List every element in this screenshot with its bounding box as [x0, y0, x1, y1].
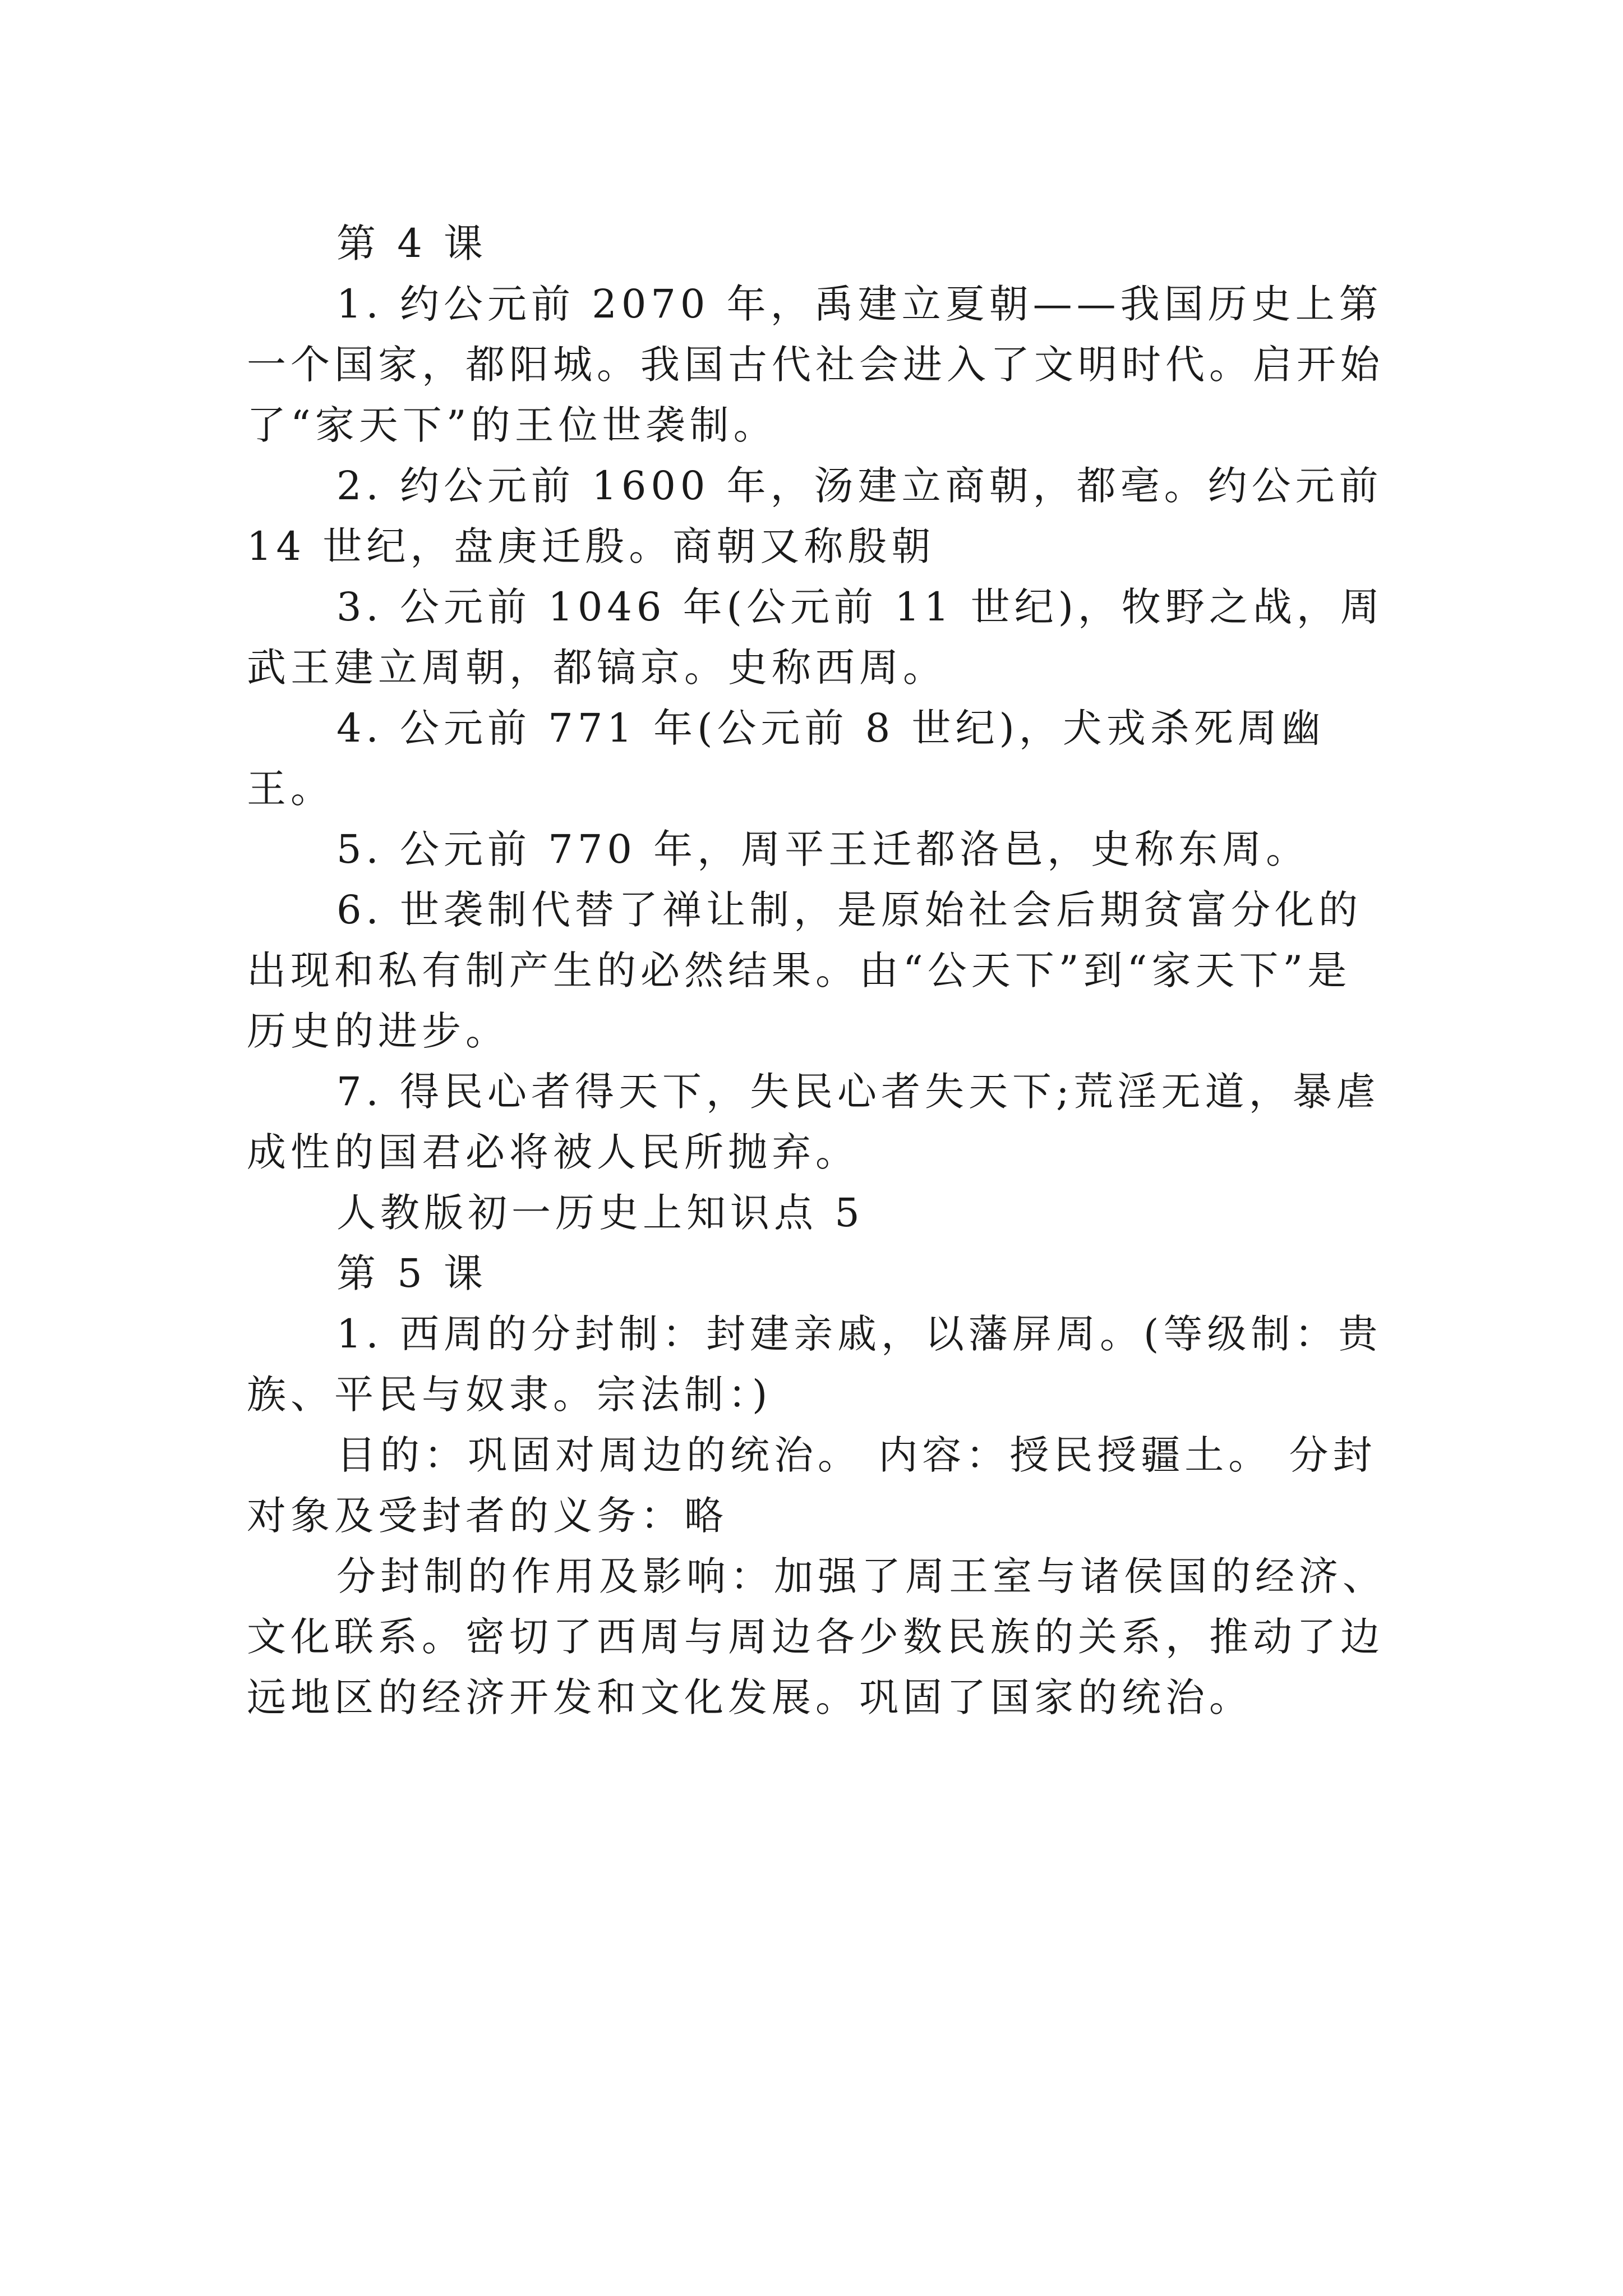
paragraph: 7. 得民心者得天下，失民心者失天下;荒淫无道，暴虐成性的国君必将被人民所抛弃。: [247, 1069, 1380, 1175]
paragraph: 4. 公元前 771 年(公元前 8 世纪)，犬戎杀死周幽王。: [247, 705, 1325, 812]
paragraph: 6. 世袭制代替了禅让制，是原始社会后期贫富分化的出现和私有制产生的必然结果。由“公天下”到“家天下”是历史的进步。: [247, 887, 1363, 1054]
paragraph: 2. 约公元前 1600 年，汤建立商朝，都亳。约公元前 14 世纪，盘庚迁殷。商朝又称殷朝: [247, 463, 1383, 569]
lesson-heading: 第 5 课: [336, 1250, 488, 1296]
paragraph: 1. 约公元前 2070 年，禹建立夏朝——我国历史上第一个国家，都阳城。我国古代社会进入了文明时代。启开始了“家天下”的王位世袭制。: [247, 281, 1384, 448]
paragraph: 分封制的作用及影响：加强了周王室与诸侯国的经济、文化联系。密切了西周与周边各少数民族的关系，推动了边远地区的经济开发和文化发展。巩固了国家的统治。: [247, 1553, 1386, 1720]
paragraph: 3. 公元前 1046 年(公元前 11 世纪)，牧野之战，周武王建立周朝，都镐京。史称西周。: [247, 584, 1384, 691]
paragraph: 1. 西周的分封制：封建亲戚，以藩屏周。(等级制：贵族、平民与奴隶。宗法制：): [247, 1311, 1382, 1418]
paragraph: 5. 公元前 770 年，周平王迁都洛邑，史称东周。: [336, 826, 1310, 872]
document-body: [247, 213, 1391, 1728]
lesson-heading: 第 4 课: [336, 220, 488, 266]
section-title: 人教版初一历史上知识点 5: [336, 1190, 864, 1236]
paragraph: 目的：巩固对周边的统治。 内容：授民授疆土。 分封对象及受封者的义务：略: [247, 1432, 1377, 1539]
